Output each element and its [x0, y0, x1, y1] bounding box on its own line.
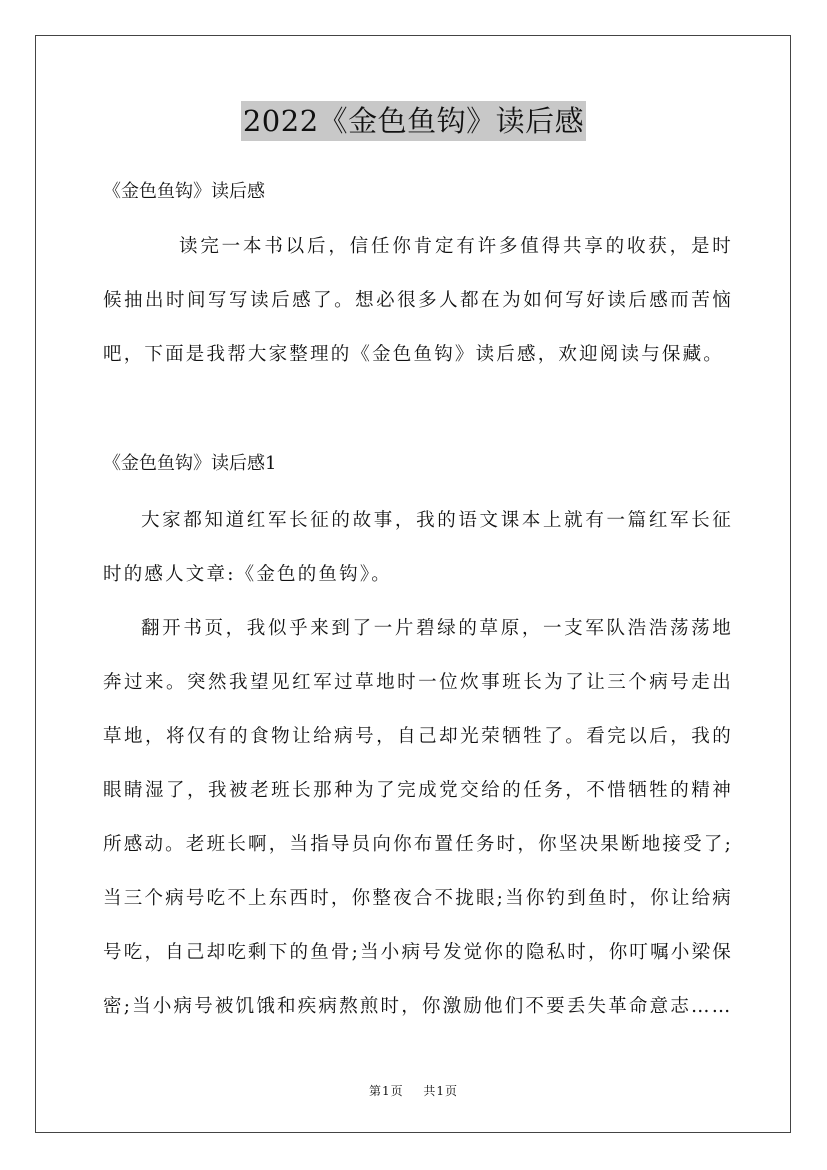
- body-paragraph-1: 大家都知道红军长征的故事，我的语文课本上就有一篇红军长征时的感人文章:《金色的鱼钩》。: [103, 510, 733, 585]
- section-heading: 《金色鱼钩》读后感1: [103, 453, 277, 474]
- body-paragraph-2: 翻开书页，我似乎来到了一片碧绿的草原，一支军队浩浩荡荡地奔过来。突然我望见红军过草地时一位炊事班长为了让三个病号走出草地，将仅有的食物让给病号，自己却光荣牺牲了。看完以后，我的眼睛湿了，我被老班长那种为了完成党交给的任务，不惜牺牲的精神所感动。老班长啊，当指导员向你布置任务时，你坚决果断地接受了;当三个病号吃不上东西时，你整夜合不拢眼;当你钓到鱼时，你让给病号吃，自己却吃剩下的鱼骨;当小病号发觉你的隐私时，你叮嘱小梁保密;当小病号被饥饿和疾病熬煎时，你激励他们不要丢失革命意志……: [103, 618, 733, 1017]
- page-footer: [0, 1082, 827, 1100]
- document-subtitle: 《金色鱼钩》读后感: [103, 181, 265, 202]
- document-title: 2022《金色鱼钩》读后感: [241, 101, 586, 141]
- page-total: 共1页: [423, 1084, 458, 1098]
- intro-paragraph: 读完一本书以后，信任你肯定有许多值得共享的收获，是时候抽出时间写写读后感了。想必很多人都在为如何写好读后感而苦恼吧，下面是我帮大家整理的《金色鱼钩》读后感，欢迎阅读与保藏。: [103, 236, 733, 365]
- title-container: [0, 101, 827, 141]
- page-number: 第1页: [369, 1084, 404, 1098]
